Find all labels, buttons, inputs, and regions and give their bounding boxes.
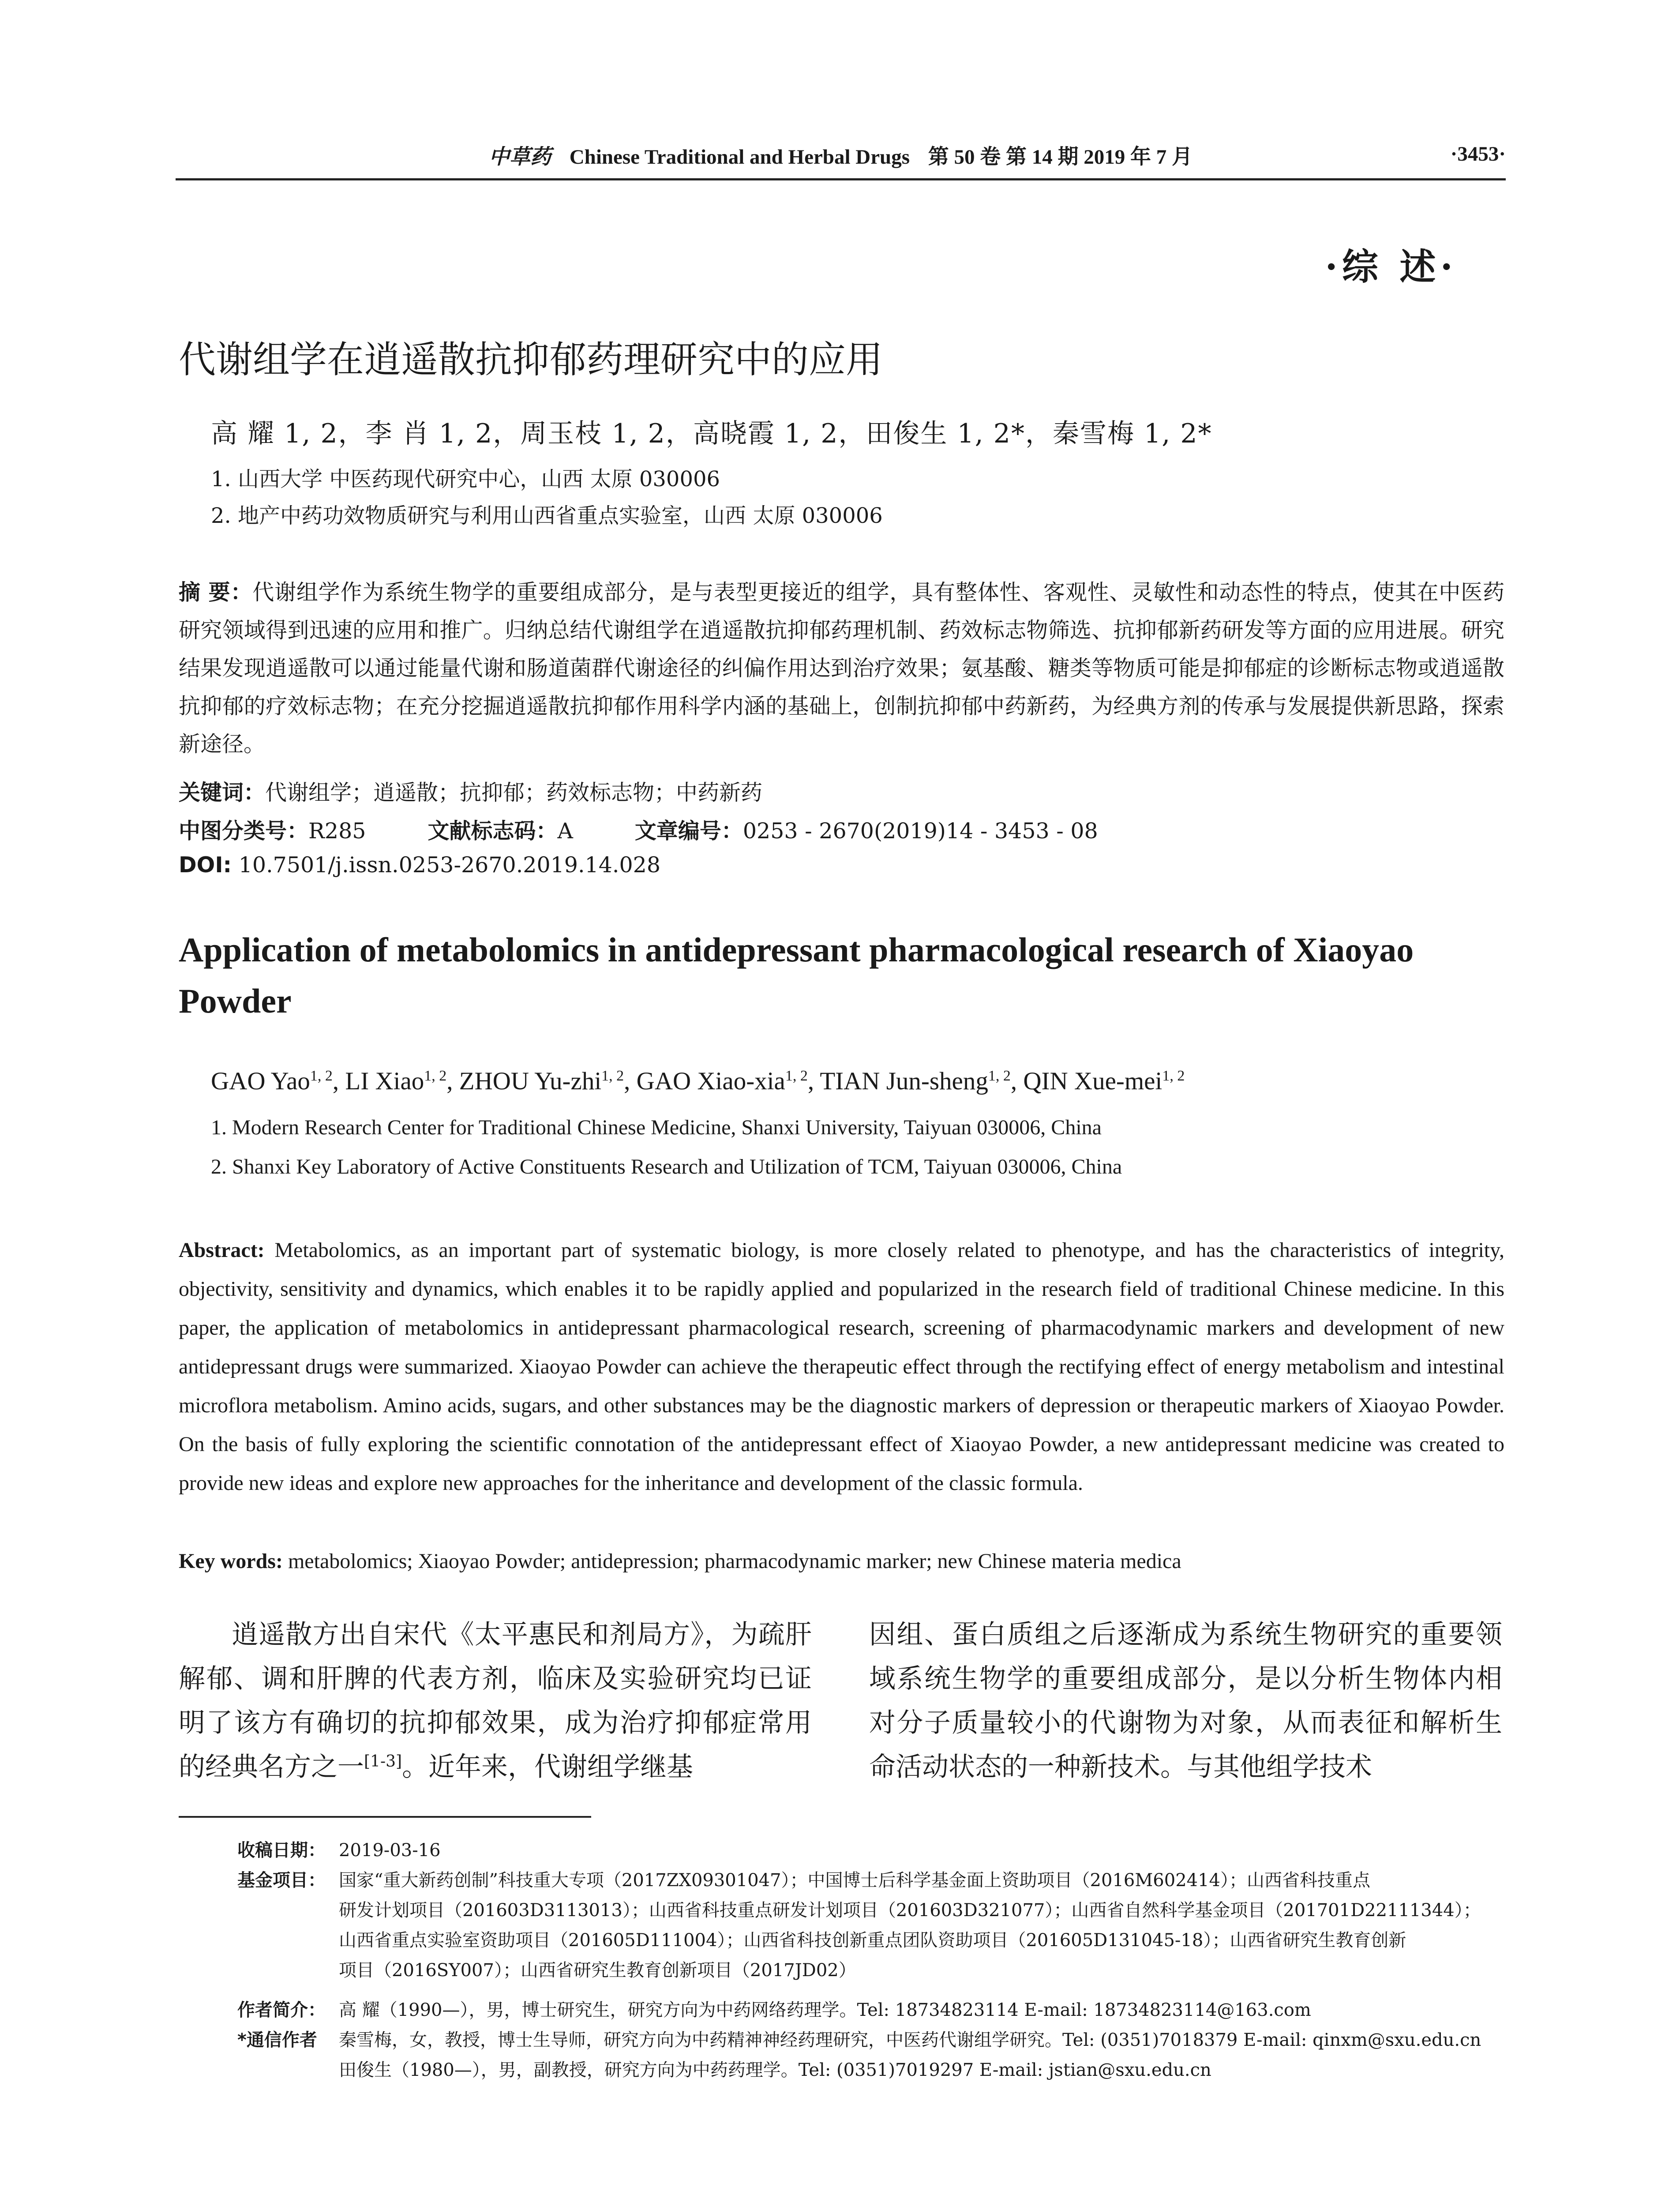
section-tag: ·综 述· — [1325, 246, 1457, 288]
english-keywords — [179, 1542, 1504, 1581]
fund-line: 山西省重点实验室资助项目（201605D111004）；山西省科技创新重点团队资助项目（201605D131045-18）；山西省研究生教育创新 — [339, 1930, 1406, 1951]
english-affiliation-2: 2. Shanxi Key Laboratory of Active Constituents Research and Utilization of TCM, Taiyuan 030006, China — [211, 1155, 1122, 1178]
footnote-fund — [237, 1865, 1370, 1895]
author-affil-sup: 1, 2 — [310, 1068, 333, 1084]
doc-code-label: 文献标志码： — [428, 818, 558, 844]
english-abstract-text: Metabolomics, as an important part of systematic biology, is more closely related to phenotype, and has the characteristics of integrity, objectivity, sensitivity and dynamics, which enables it to be rapidly applied and popularized in the research field of traditional Chinese medicine. In this paper, the application of metabolomics in antidepressant pharmacological research, screening of pharmacodynamic markers and development of new antidepressant drugs were summarized. Xiaoyao Powder can achieve the therapeutic effect through the rectifying effect of energy metabolism and intestinal microflora metabolism. Amino acids, sugars, and other substances may be the diagnostic markers of depression or therapeutic markers of Xiaoyao Powder. On the basis of fully exploring the scientific connotation of the antidepressant effect of Xiaoyao Powder, a new antidepressant medicine was created to provide new ideas and explore new approaches for the inheritance and development of the classic formula. — [179, 1238, 1504, 1495]
chinese-keywords-text: 代谢组学；逍遥散；抗抑郁；药效标志物；中药新药 — [265, 780, 763, 805]
author-name: QIN Xue-mei — [1023, 1067, 1162, 1095]
received-label: 收稿日期： — [237, 1840, 326, 1861]
chinese-abstract-label: 摘 要： — [179, 580, 253, 605]
corresponding-line: 秦雪梅，女，教授，博士生导师，研究方向为中药精神神经药理研究，中医药代谢组学研究。Tel: (0351)7018379 E-mail: qinxm@sxu.edu.cn — [339, 2030, 1481, 2050]
page-number: ·3453· — [1450, 143, 1506, 165]
classification-line — [179, 814, 1098, 845]
english-keywords-label: Key words: — [179, 1549, 283, 1573]
author-name: LI Xiao — [345, 1067, 424, 1095]
fund-line: 研发计划项目（201603D3113013）；山西省科技重点研发计划项目（201603D321077）；山西省自然科学基金项目（201701D22111344）； — [339, 1900, 1481, 1921]
issue-info: 第 50 卷 第 14 期 2019 年 7 月 — [928, 146, 1192, 169]
footnote-received — [237, 1835, 441, 1865]
english-keywords-text: metabolomics; Xiaoyao Powder; antidepression; pharmacodynamic marker; new Chinese materia medica — [288, 1549, 1181, 1573]
author-name: GAO Xiao-xia — [636, 1067, 785, 1095]
body-text-left: 逍遥散方出自宋代《太平惠民和剂局方》，为疏肝解郁、调和肝脾的代表方剂，临床及实验研究均已证明了该方有确切的抗抑郁效果，成为治疗抑郁症常用的经典名方之一 — [179, 1619, 812, 1782]
fund-label: 基金项目： — [237, 1870, 326, 1891]
chinese-affiliation-2: 2. 地产中药功效物质研究与利用山西省重点实验室，山西 太原 030006 — [211, 503, 883, 528]
author-name: ZHOU Yu-zhi — [459, 1067, 602, 1095]
footnote-divider — [179, 1816, 591, 1818]
author-affil-sup: 1, 2 — [785, 1068, 808, 1084]
author-affil-sup: 1, 2 — [1162, 1068, 1185, 1084]
author-affil-sup: 1, 2 — [601, 1068, 624, 1084]
journal-name-cn: 中草药 — [488, 145, 551, 169]
english-abstract — [179, 1231, 1504, 1503]
class-label: 中图分类号： — [179, 818, 309, 844]
journal-name-en: Chinese Traditional and Herbal Drugs — [569, 146, 910, 169]
fund-line: 国家“重大新药创制”科技重大专项（2017ZX09301047）；中国博士后科学基金面上资助项目（2016M602414）；山西省科技重点 — [339, 1870, 1371, 1891]
header-divider — [176, 178, 1506, 180]
article-number-label: 文章编号： — [634, 818, 743, 844]
chinese-keywords — [179, 776, 762, 807]
chinese-abstract — [179, 574, 1504, 763]
received-date: 2019-03-16 — [339, 1840, 441, 1861]
article-number-value: 0253 - 2670(2019)14 - 3453 - 08 — [742, 818, 1098, 844]
body-text-left-tail: 。近年来，代谢组学继基 — [402, 1752, 694, 1782]
author-name: GAO Yao — [211, 1067, 310, 1095]
running-header — [176, 140, 1506, 178]
doi-line — [179, 852, 660, 878]
chinese-keywords-label: 关键词： — [179, 780, 266, 805]
body-column-left — [179, 1613, 812, 1789]
english-abstract-label: Abstract: — [179, 1238, 265, 1262]
class-value: R285 — [308, 818, 366, 844]
footnote-author — [237, 1995, 1311, 2025]
fund-line: 项目（2016SY007）；山西省研究生教育创新项目（2017JD02） — [339, 1960, 856, 1981]
doc-code-value: A — [557, 818, 573, 844]
doi-label: DOI: — [179, 852, 232, 878]
corresponding-label: *通信作者 — [237, 2030, 317, 2050]
author-bio: 高 耀（1990—），男，博士研究生，研究方向为中药网络药理学。Tel: 18734823114 E-mail: 18734823114@163.com — [339, 2000, 1311, 2020]
doi-value[interactable]: 10.7501/j.issn.0253-2670.2019.14.028 — [238, 852, 660, 878]
author-affil-sup: 1, 2 — [988, 1068, 1011, 1084]
citation-ref[interactable]: [1-3] — [364, 1752, 402, 1771]
author-bio-label: 作者简介： — [237, 2000, 326, 2020]
chinese-authors: 高 耀 1, 2，李 肖 1, 2，周玉枝 1, 2，高晓霞 1, 2，田俊生 1, 2*，秦雪梅 1, 2* — [211, 418, 1212, 449]
english-affiliation-1: 1. Modern Research Center for Traditional Chinese Medicine, Shanxi University, Taiyuan 030006, China — [211, 1116, 1102, 1139]
corresponding-line: 田俊生（1980—），男，副教授，研究方向为中药药理学。Tel: (0351)7019297 E-mail: jstian@sxu.edu.cn — [339, 2060, 1211, 2080]
chinese-abstract-text: 代谢组学作为系统生物学的重要组成部分，是与表型更接近的组学，具有整体性、客观性、灵敏性和动态性的特点，使其在中医药研究领域得到迅速的应用和推广。归纳总结代谢组学在逍遥散抗抑郁药理机制、药效标志物筛选、抗抑郁新药研发等方面的应用进展。研究结果发现逍遥散可以通过能量代谢和肠道菌群代谢途径的纠偏作用达到治疗效果；氨基酸、糖类等物质可能是抑郁症的诊断标志物或逍遥散抗抑郁的疗效标志物；在充分挖掘逍遥散抗抑郁作用科学内涵的基础上，创制抗抑郁中药新药，为经典方剂的传承与发展提供新思路，探索新途径。 — [179, 580, 1504, 757]
english-authors: GAO Yao$^{1, 2}$, LI Xiao$^{1, 2}$, ZHOU Yu-zhi$^{1, 2}$, GAO Xiao-xia$^{1, 2}$, TIAN Jun-sheng$^{1, 2}$, QIN Xue-mei$^{1, 2}$ — [211, 1067, 1185, 1095]
chinese-affiliation-1: 1. 山西大学 中医药现代研究中心，山西 太原 030006 — [211, 467, 720, 491]
body-column-right — [869, 1613, 1502, 1789]
body-text-right: 因组、蛋白质组之后逐渐成为系统生物研究的重要领域系统生物学的重要组成部分，是以分析生物体内相对分子质量较小的代谢物为对象，从而表征和解析生命活动状态的一种新技术。与其他组学技术 — [869, 1619, 1502, 1782]
english-title: Application of metabolomics in antidepressant pharmacological research of Xiaoyao Powder — [179, 930, 1414, 1020]
author-affil-sup: 1, 2 — [424, 1068, 447, 1084]
chinese-title: 代谢组学在逍遥散抗抑郁药理研究中的应用 — [179, 338, 883, 381]
author-name: TIAN Jun-sheng — [820, 1067, 988, 1095]
footnote-corresponding — [237, 2025, 1481, 2055]
